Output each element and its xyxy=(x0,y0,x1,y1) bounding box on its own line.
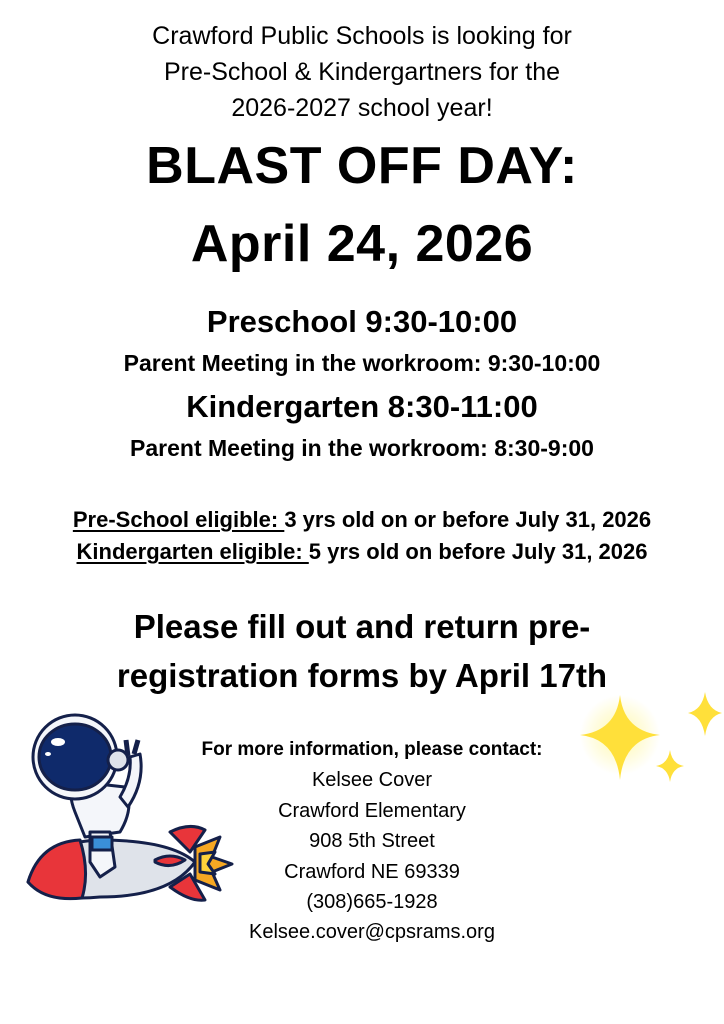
preschool-eligible-text: 3 yrs old on or before July 31, 2026 xyxy=(284,507,652,532)
preschool-meeting: Parent Meeting in the workroom: 9:30-10:00 xyxy=(123,350,601,376)
contact-city: Crawford NE 69339 xyxy=(284,860,460,883)
contact-school: Crawford Elementary xyxy=(278,799,466,822)
call-to-action xyxy=(0,602,724,700)
preschool-eligibility xyxy=(0,504,724,536)
cta-line: registration forms by April 17th xyxy=(116,657,608,694)
kindergarten-meeting: Parent Meeting in the workroom: 8:30-9:00 xyxy=(130,435,594,461)
contact-lead: For more information, please contact: xyxy=(201,739,543,760)
kindergarten-eligible-label: Kindergarten eligible: xyxy=(76,539,309,564)
intro-text xyxy=(0,18,724,126)
contact-email[interactable]: Kelsee.cover@cpsrams.org xyxy=(249,921,495,944)
intro-line: Pre-School & Kindergartners for the xyxy=(163,58,561,86)
contact-phone: (308)665-1928 xyxy=(306,891,438,914)
event-date: April 24, 2026 xyxy=(190,215,534,273)
kindergarten-eligible-text: 5 yrs old on before July 31, 2026 xyxy=(308,539,648,564)
kindergarten-eligibility xyxy=(0,536,724,568)
contact-street: 908 5th Street xyxy=(309,830,435,853)
preschool-time: Preschool 9:30-10:00 xyxy=(206,304,518,339)
intro-line: Crawford Public Schools is looking for xyxy=(152,22,572,50)
contact-name: Kelsee Cover xyxy=(311,769,433,792)
intro-line: 2026-2027 school year! xyxy=(231,94,493,122)
preschool-eligible-label: Pre-School eligible: xyxy=(72,507,285,532)
kindergarten-time: Kindergarten 8:30-11:00 xyxy=(186,389,538,424)
contact-info xyxy=(100,735,644,948)
event-title: BLAST OFF DAY: xyxy=(146,137,578,195)
cta-line: Please fill out and return pre- xyxy=(133,608,591,645)
eligibility xyxy=(0,504,724,568)
